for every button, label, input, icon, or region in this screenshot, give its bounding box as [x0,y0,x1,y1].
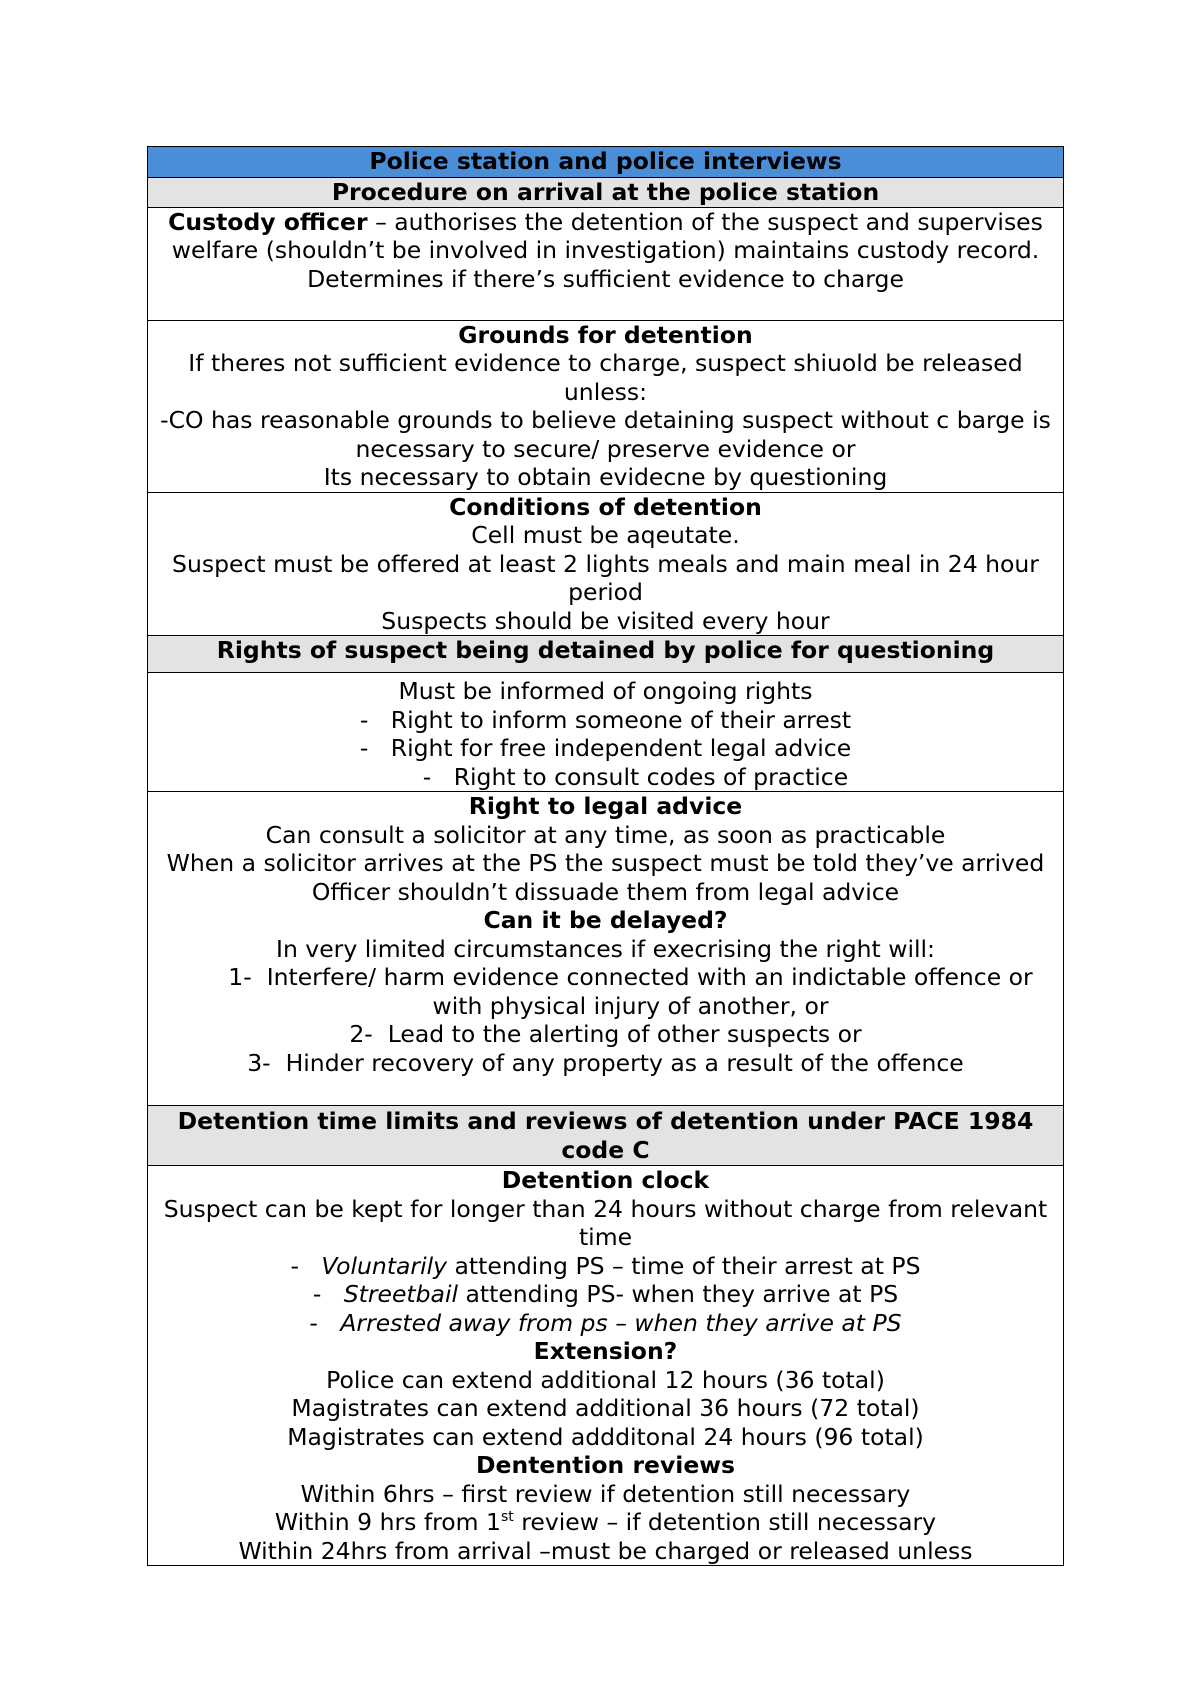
clock-item-italic: Streetbail [343,1280,459,1308]
rights-intro: Must be informed of ongoing rights [398,677,813,705]
reviews-heading: Dentention reviews [476,1451,735,1479]
legal-advice-row [148,792,1064,1106]
conditions-cell [148,492,1064,636]
custody-officer-line2: Determines if there’s sufficient evidence to charge [307,264,904,293]
rights-item-text: Right for free independent legal advice [390,734,852,762]
list-bullet: - [359,734,369,762]
clock-heading: Detention clock [501,1166,710,1194]
clock-item [156,1252,1055,1281]
legal-advice-line2: When a solicitor arrives at the PS the suspect must be told they’ve arrived [166,849,1045,877]
custody-officer-row [148,207,1064,320]
list-bullet: - [309,1308,318,1337]
legal-advice-line1: Can consult a solicitor at any time, as soon as practicable [265,820,946,849]
grounds-row [148,320,1064,492]
delay-heading: Can it be delayed? [483,906,728,934]
custody-officer-paragraph [156,208,1055,265]
rights-item [156,734,1055,763]
custody-officer-cell [148,207,1064,320]
custody-officer-term: Custody officer [168,207,368,236]
grounds-cell [148,320,1064,492]
section-header-row [148,1106,1064,1166]
conditions-row [148,492,1064,636]
section-heading-arrival: Procedure on arrival at the police station [148,178,1064,208]
time-limits-row [148,1166,1064,1566]
delay-item [156,1020,1055,1049]
delay-item [156,1049,1055,1078]
notes-table [147,146,1064,1566]
section-header-row [148,178,1064,208]
clock-item [156,1309,1055,1338]
grounds-heading: Grounds for detention [458,320,753,349]
clock-intro: Suspect can be kept for longer than 24 hours without charge from relevant time [163,1194,1048,1251]
custody-officer-description: – authorises the detention of the suspect and supervises welfare (shouldn’t be involved in investigation) maintains custody record. [171,207,1043,264]
delay-item-number: 3- [247,1048,271,1077]
time-limits-cell [148,1166,1064,1566]
extension-line2: Magistrates can extend additional 36 hours (72 total) [291,1394,920,1422]
extension-heading: Extension? [533,1337,678,1365]
rights-item-text: Right to consult codes of practice [453,762,849,791]
rights-cell [148,673,1064,792]
conditions-line2: Suspect must be offered at least 2 lights meals and main meal in 24 hour period [172,549,1039,606]
clock-item-text: attending PS – time of their arrest at PS [447,1251,921,1280]
legal-advice-heading: Right to legal advice [468,792,743,820]
reviews-line2-start: Within 9 hrs from 1 [274,1508,501,1536]
grounds-line1: If theres not sufficient evidence to charge, suspect shiuold be released unless: [188,349,1023,406]
list-bullet: - [359,705,369,734]
rights-item-text: Right to inform someone of their arrest [390,705,852,734]
reviews-line2-end: review – if detention still necessary [513,1508,937,1536]
legal-advice-cell [148,792,1064,1106]
conditions-heading: Conditions of detention [449,492,762,521]
reviews-line3: Within 24hrs from arrival –must be charged or released unless [238,1536,973,1565]
clock-item [156,1280,1055,1309]
delay-item-text: Hinder recovery of any property as a result of the offence [285,1048,964,1077]
list-bullet: - [312,1280,322,1308]
conditions-line3: Suspects should be visited every hour [381,606,830,635]
rights-row [148,673,1064,792]
document-title: Police station and police interviews [148,147,1064,178]
delay-item-text: Lead to the alerting of other suspects or [387,1020,862,1048]
section-header-row [148,636,1064,673]
reviews-line1: Within 6hrs – first review if detention still necessary [300,1479,911,1508]
clock-item-italic: Voluntarily [321,1251,448,1280]
grounds-line2: -CO has reasonable grounds to believe detaining suspect without c barge is necessary to secure/ preserve evidence or [160,406,1051,463]
extension-line1: Police can extend additional 12 hours (36 total) [326,1365,885,1394]
delay-item-number: 1- [228,963,252,991]
delay-item-number: 2- [349,1020,373,1048]
delay-intro: In very limited circumstances if execrising the right will: [276,934,935,963]
clock-item-text: attending PS- when they arrive at PS [458,1280,899,1308]
grounds-line3: Its necessary to obtain evidecne by questioning [323,463,888,491]
delay-item [156,963,1055,1020]
title-row [148,147,1064,178]
rights-item [156,763,1055,792]
list-bullet: - [290,1251,299,1280]
reviews-line2 [156,1508,1055,1537]
ordinal-superscript: st [500,1509,514,1526]
section-heading-rights: Rights of suspect being detained by police for questioning [148,636,1064,673]
rights-item [156,706,1055,735]
conditions-line1: Cell must be aqeutate. [471,521,740,549]
delay-item-text: Interfere/ harm evidence connected with an indictable offence or with physical injury of another, or [266,963,1033,1020]
section-heading-time-limits: Detention time limits and reviews of detention under PACE 1984 code C [148,1106,1064,1166]
legal-advice-line3: Officer shouldn’t dissuade them from legal advice [311,877,900,906]
clock-item-italic: Arrested away from ps – when they arrive at PS [340,1308,902,1337]
extension-line3: Magistrates can extend addditonal 24 hours (96 total) [287,1422,924,1451]
list-bullet: - [422,762,432,791]
